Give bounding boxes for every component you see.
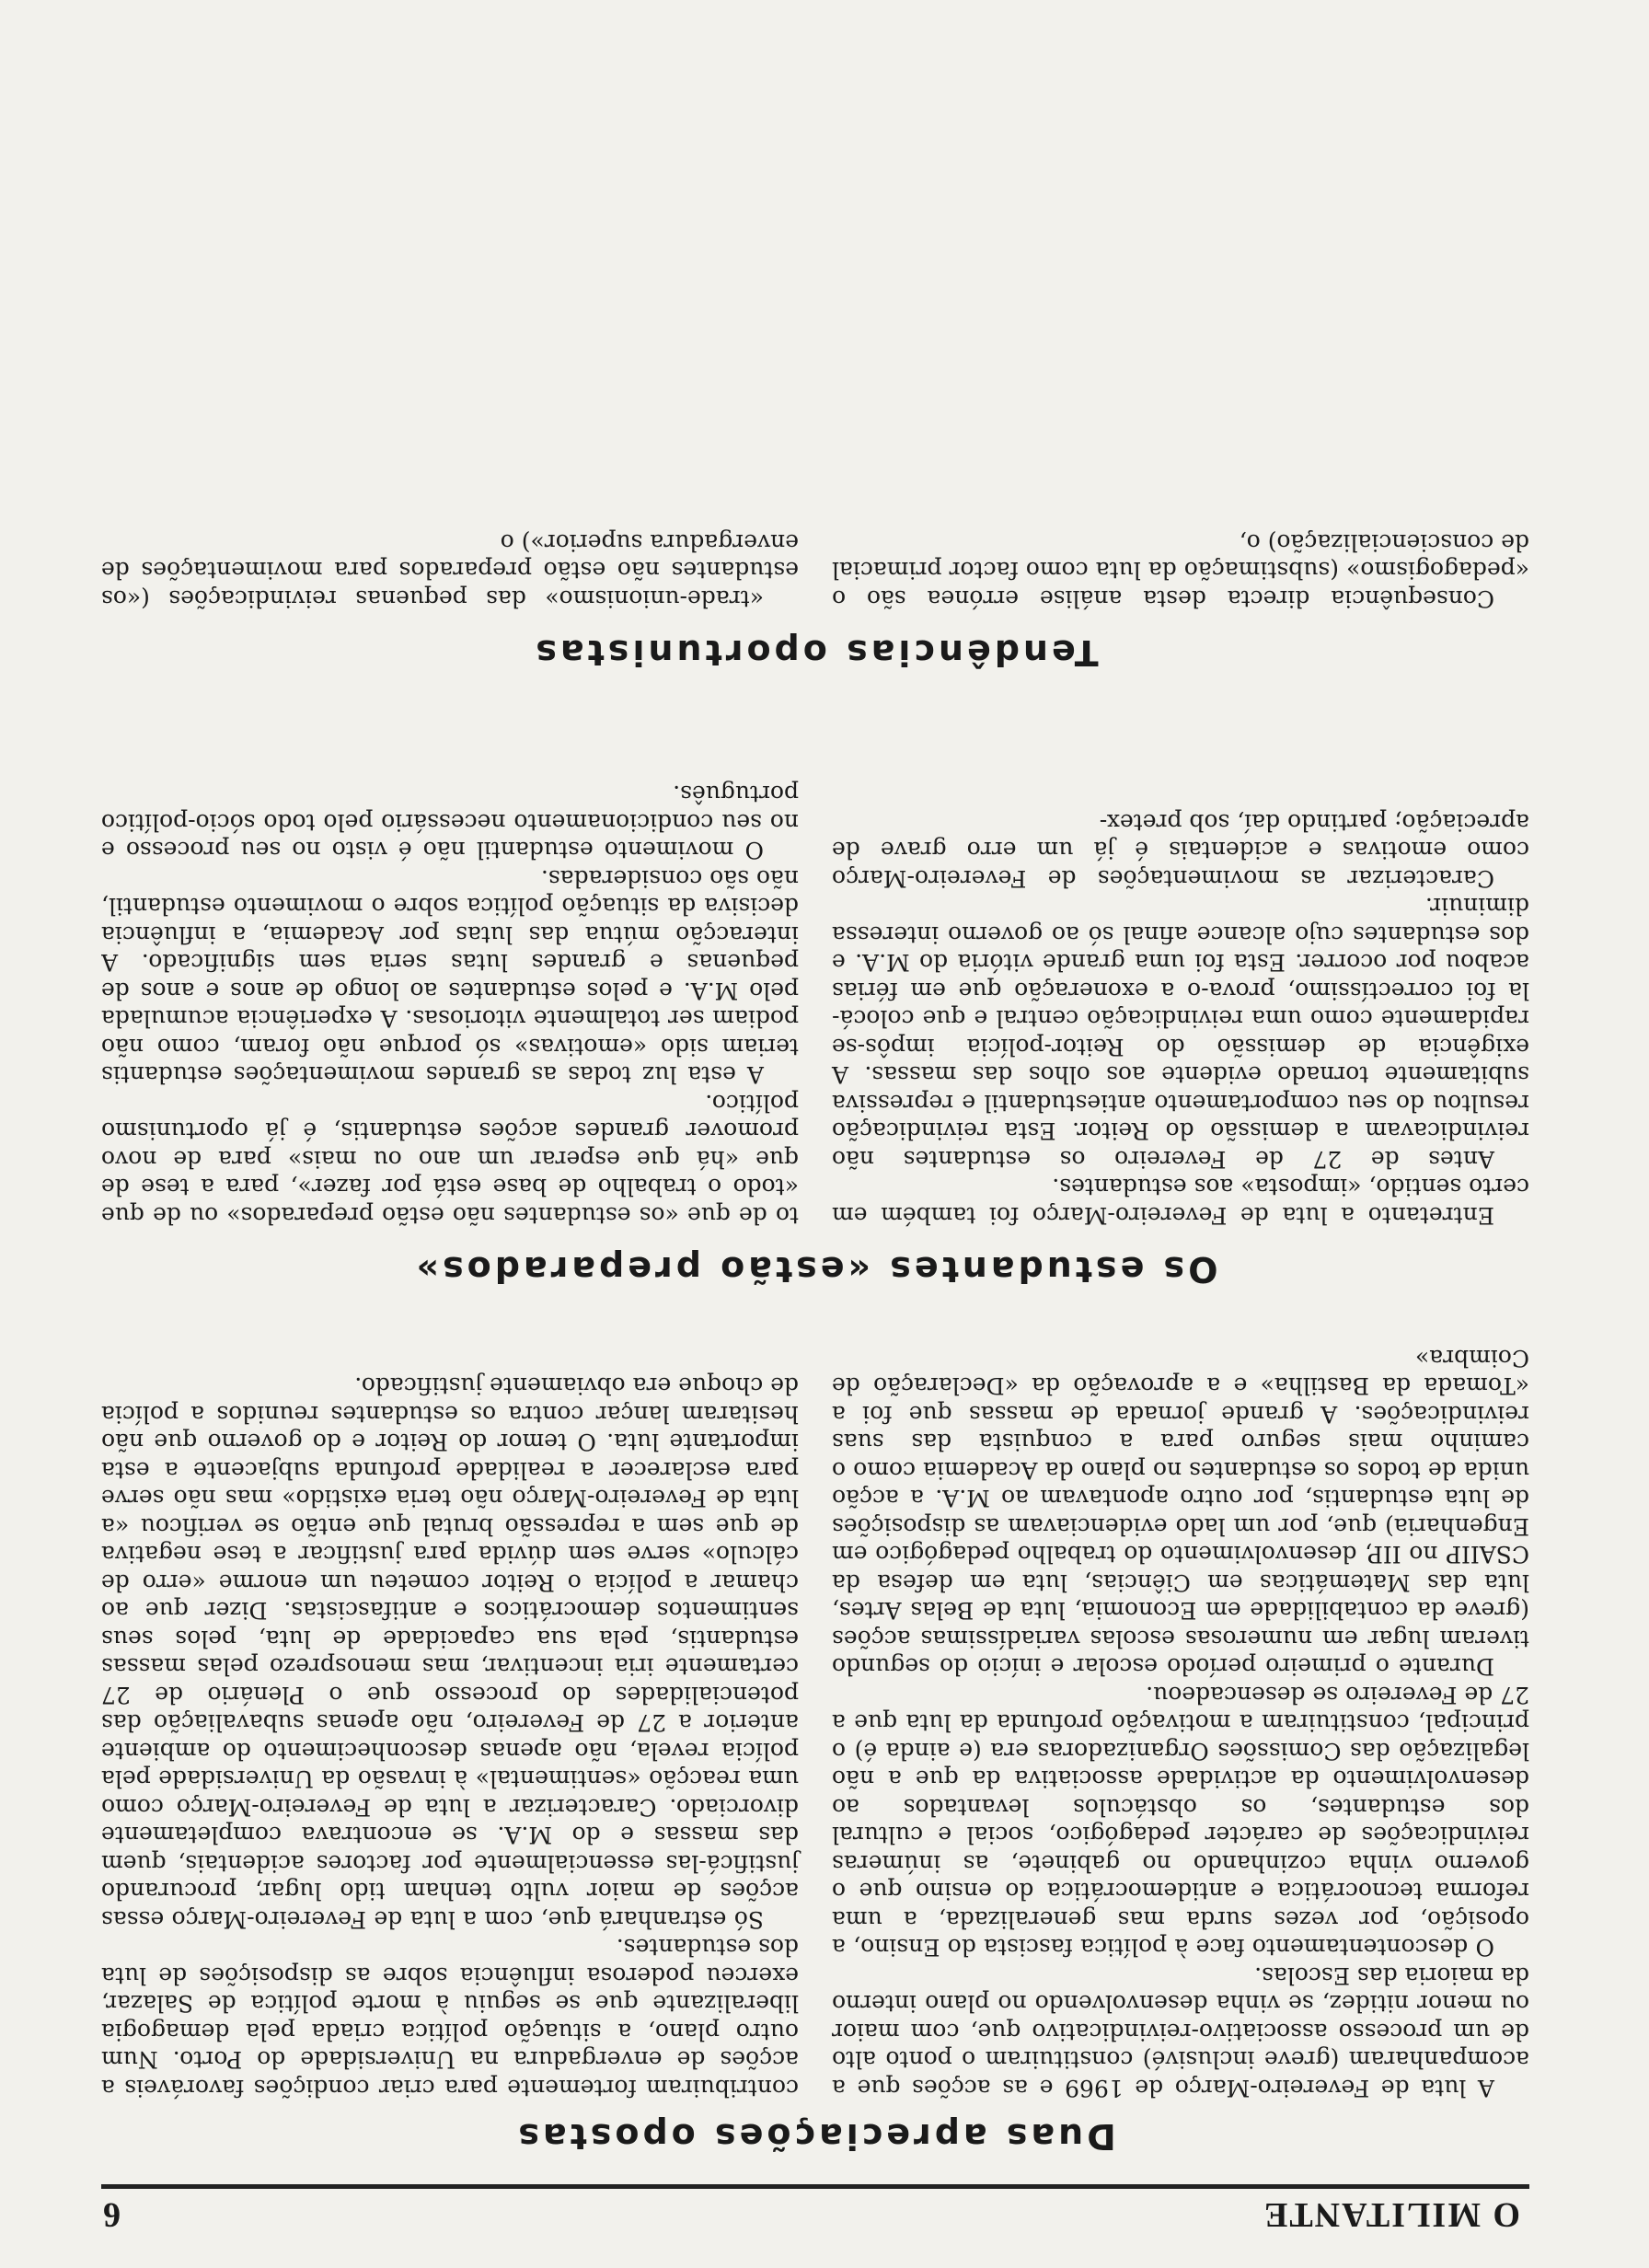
paragraph: Antes de 27 de Fevereiro os estudantes não reivindicavam a demissão do Reitor. Esta reivindicação resultou do seu comportamento antiestudantil e repressiva subitamente tornado evidente aos olhos das massas. A exigência de demissão do Reitor-polícia impôs-se rapidamente como uma reivindicação central e que colocá-la foi correctíssimo, prova-o a exoneração que em férias acabou por ocorrer. Esta foi uma grande vitória do M.A. e dos estudantes cujo alcance afinal só ao governo interessa diminuir. — [832, 893, 1529, 1173]
section1-columns — [101, 1301, 1529, 2101]
section2-left-column — [832, 686, 1529, 1229]
paragraph: A luta de Fevereiro-Março de 1969 e as acções que a acompanharam (greve inclusivé) constituiram o ponto alto de um processo associativo-reivindicativo que, com maior ou menor nitidez, se vinha desenvolvendo no plano interno da maioria das Escolas. — [832, 1962, 1529, 2101]
section-title-tendencias-oportunistas: Tendências oportunistas — [532, 632, 1099, 673]
section3-columns — [101, 483, 1529, 612]
paragraph: to de que «os estudantes não estão preparados» ou de que «todo o trabalho de base está por fazer», para a tese de que «há que esperar um ano ou mais» para de novo promover grandes acções estudantis, é já oportunismo político. — [101, 1090, 799, 1229]
section3-left-column — [832, 483, 1529, 612]
paragraph: A esta luz todas as grandes movimentações estudantis teriam sido «emotivas» só porque não foram, como não podiam ser totalmente vitoriosas. A experiência acumulada pelo M.A. e pelos estudantes ao longo de anos e anos de pequenas e grandes lutas seria sem significado. A interacção mútua das lutas por Academia, a influência decisiva da situação política sobre o movimento estudantil, não são consideradas. — [101, 865, 799, 1089]
page-number: 6 — [101, 2195, 121, 2234]
section1-right-column — [101, 1301, 799, 2101]
section2-right-column — [101, 686, 799, 1229]
section1-left-column — [832, 1301, 1529, 2101]
section3-right-column — [101, 483, 799, 612]
paragraph: contribuiram fortemente para criar condições favoráveis a acções de envergadura na Universidade do Porto. Num outro plano, a situação política criada pela demagogia liberalizante que se seguiu à morte política de Salazar, exerceu poderosa influência sobre as disposições de luta dos estudantes. — [101, 1934, 799, 2101]
paragraph: O movimento estudantil não é visto no seu processo e no seu condicionamento necessário pelo todo sócio-político português. — [101, 781, 799, 864]
paragraph: O descontentamento face à política fascista do Ensino, a oposição, por vezes surda mas generalizada, a uma reforma tecnocrática e antidemocrática do ensino que o governo vinha cozinhando no gabinete, as inúmeras reivindicações de carácter pedagógico, social e cultural dos estudantes, os obstáculos levantados ao desenvolvimento da actividade associativa da que a não legalização das Comissões Organizadoras era (e ainda é) o principal, constituiram a motivação profunda da luta que a 27 de Fevereiro se desencadeou. — [832, 1682, 1529, 1961]
section2-columns — [101, 686, 1529, 1229]
section-title-duas-apreciacoes: Duas apreciações opostas — [514, 2116, 1116, 2157]
section-title-estudantes-preparados: Os estudantes «estão preparados» — [412, 1249, 1218, 1290]
paragraph: Caracterizar as movimentações de Fevereiro-Março como emotivas e acidentais é já um erro grave de apreciação; partindo daí, sob pretex- — [832, 809, 1529, 892]
paragraph: Só estranhará que, com a luta de Fevereiro-Março essas acções de maior vulto tenham tido lugar, procurando justificá-las essencialmente por factores acidentais, quem das massas e do M.A. se encontrava completamente divorciado. Caracterizar a luta de Fevereiro-Março como uma reacção «sentimental» à invasão da Universidade pela polícia revela, não apenas desconhecimento do ambiente anterior a 27 de Fevereiro, não apenas subavaliação das potencialidades do processo que o Plenário de 27 certamente iria incentivar, mas menosprezo pelas massas estudantis, pela sua capacidade de luta, pelos seus sentimentos democráticos e antifascistas. Dizer que ao chamar a polícia o Reitor cometeu um enorme «erro de cálculo» serve sem dúvida para justificar a tese negativa de que sem a repressão brutal que então se verificou «a luta de Fevereiro-Março não teria existido» mas não serve para esclarecer a realidade profunda subjacente a esta importante luta. O temor do Reitor e do governo que não hesitaram lançar contra os estudantes reunidos a polícia de choque era obviamente justificado. — [101, 1372, 799, 1933]
newspaper-title: O MILITANTE — [1263, 2195, 1520, 2234]
paragraph: Consequência directa desta análise errónea são o «pedagogismo» (substimação da luta como factor primacial de consciencialização) o, — [832, 529, 1529, 612]
paragraph: Durante o primeiro período escolar e início do segundo tiveram lugar em numerosas escolas variadíssimas acções (greve da contabilidade em Economia, luta de Belas Artes, luta das Matemáticas em Ciências, luta em defesa da CSAIIP no IIP, desenvolvimento do trabalho pedagógico em Engenharia) que, por um lado evidenciavam as disposições de luta estudantis, por outro apontavam ao M.A. a acção unida de todos os estudantes no plano da Academia como o caminho mais seguro para a conquista das suas reivindicações. A grande jornada de massas que foi a «Tomada da Bastilha» e a aprovação da «Declaração de Coimbra» — [832, 1345, 1529, 1681]
header-rule — [101, 2184, 1529, 2189]
masthead — [101, 2194, 1529, 2248]
paragraph: Entretanto a luta de Fevereiro-Março foi também em certo sentido, «imposta» aos estudantes. — [832, 1174, 1529, 1229]
paragraph: «trade-unionismo» das pequenas reivindicações («os estudantes não estão preparados para movimentações de envergadura superior») o — [101, 529, 799, 612]
